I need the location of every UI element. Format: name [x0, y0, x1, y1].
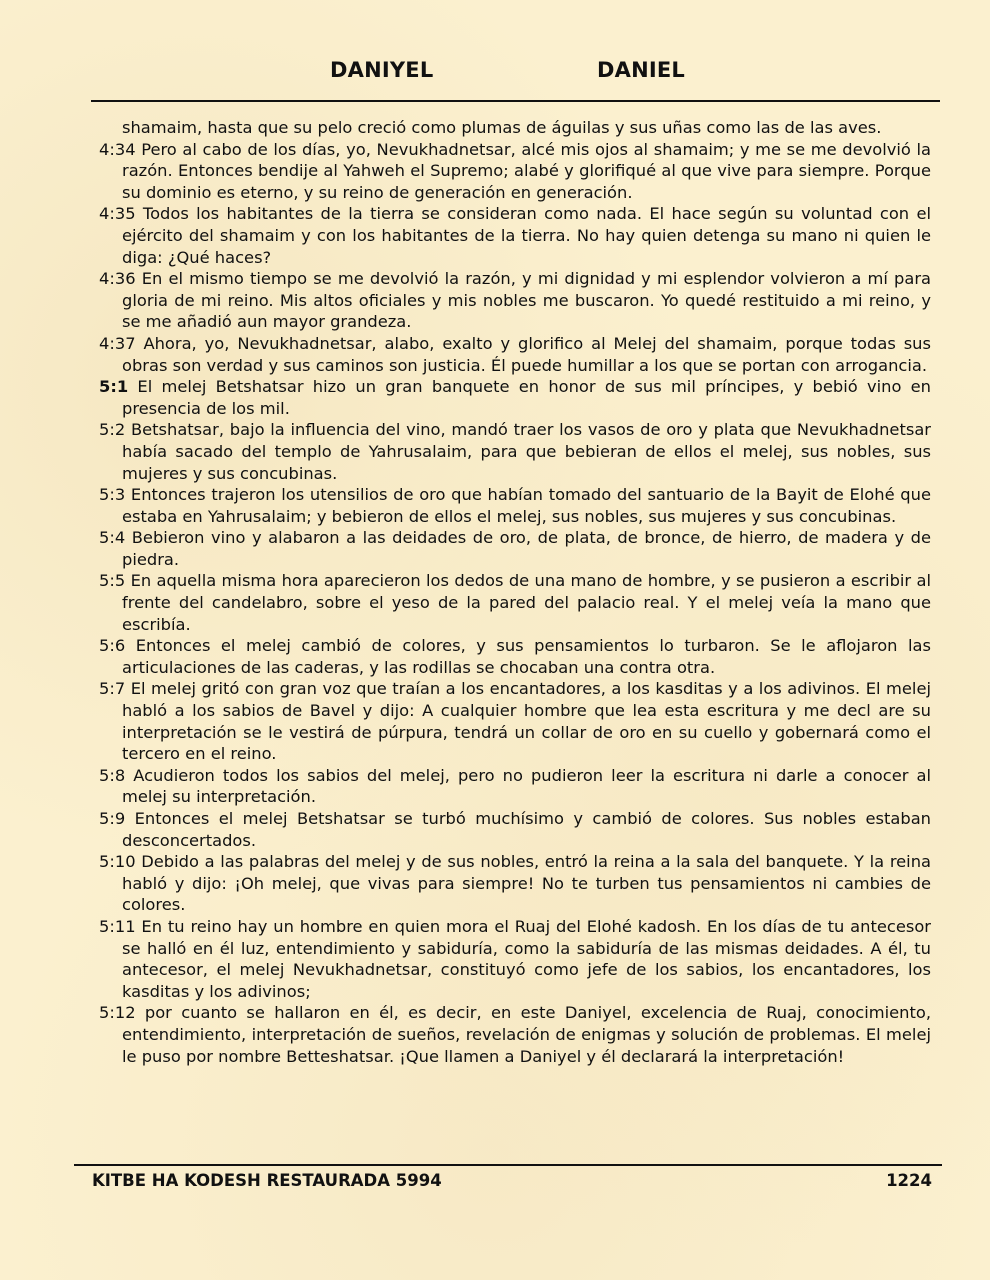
verse-ref: 5:10 — [99, 852, 136, 872]
verse — [99, 570, 931, 635]
verse-ref: 5:5 — [99, 571, 126, 591]
verse — [99, 484, 931, 527]
verse-text: En aquella misma hora aparecieron los dedos de una mano de hombre, y se pusieron a escribir al frente del candelabro, sobre el yeso de la pared del palacio real. Y el melej veía la mano que escribía. — [122, 571, 931, 634]
verse-text: Todos los habitantes de la tierra se consideran como nada. El hace según su voluntad con el ejército del shamaim y con los habitantes de la tierra. No hay quien detenga su mano ni quien le diga: ¿Qué haces? — [122, 204, 931, 267]
scripture-text — [99, 117, 931, 1067]
verse-text: En tu reino hay un hombre en quien mora el Ruaj del Elohé kadosh. En los días de tu antecesor se halló en él luz, entendimiento y sabiduría, como la sabiduría de las mismas deidades. A él, tu antecesor, el melej Nevukhadnetsar, constituyó como jefe de los sabios, los encantadores, los kasditas y los adivinos; — [122, 916, 931, 1001]
verse-text: Entonces el melej Betshatsar se turbó muchísimo y cambió de colores. Sus nobles estaban desconcertados. — [122, 809, 931, 850]
verse-ref: 5:7 — [99, 679, 126, 699]
verse-text: Ahora, yo, Nevukhadnetsar, alabo, exalto y glorifico al Melej del shamaim, porque todas sus obras son verdad y sus caminos son justicia. Él puede humillar a los que se portan con arrogancia. — [122, 333, 931, 375]
verse-text: En el mismo tiempo se me devolvió la razón, y mi dignidad y mi esplendor volvieron a mí para gloria de mi reino. Mis altos oficiales y mis nobles me buscaron. Yo quedé restituido a mi reino, y se me añadió aun mayor grandeza. — [122, 269, 931, 332]
verse — [99, 333, 931, 376]
verse-text: Entonces el melej cambió de colores, y sus pensamientos lo turbaron. Se le aflojaron las articulaciones de las caderas, y las rodillas se chocaban una contra otra. — [122, 636, 931, 677]
verse-ref: 5:3 — [99, 485, 126, 505]
verse — [99, 527, 931, 570]
verse-ref: 5:4 — [99, 528, 126, 548]
verse-ref: 5:2 — [99, 420, 126, 440]
verse-text: El melej gritó con gran voz que traían a los encantadores, a los kasditas y a los adivinos. El melej habló a los sabios de Bavel y dijo: A cualquier hombre que lea esta escritura y me decl are su interpretación se le vestirá de púrpura, tendrá un collar de oro en su cuello y gobernará como el tercero en el reino. — [122, 679, 931, 764]
header-title-spanish: DANIEL — [597, 58, 685, 82]
verse-text: Betshatsar, bajo la influencia del vino, mandó traer los vasos de oro y plata que Nevukhadnetsar había sacado del templo de Yahrusalaim, para que bebieran de ellos el melej, sus nobles, sus mujeres y sus concubinas. — [122, 420, 931, 483]
verse — [99, 635, 931, 678]
book-title: KITBE HA KODESH RESTAURADA 5994 — [92, 1171, 442, 1190]
verse — [99, 203, 931, 268]
chapter-start-ref: 5:1 — [99, 377, 129, 397]
verse-ref: 5:6 — [99, 636, 126, 656]
footer-divider — [74, 1164, 942, 1166]
verse-ref: 5:9 — [99, 809, 126, 828]
verse-ref: 5:12 — [99, 1003, 136, 1023]
verse-ref: 4:35 — [99, 204, 136, 224]
verse-ref: 4:34 — [99, 139, 136, 159]
verse — [99, 851, 931, 916]
continuation-text: shamaim, hasta que su pelo creció como plumas de águilas y sus uñas como las de las aves. — [122, 118, 882, 137]
header-divider — [91, 100, 940, 102]
verse — [99, 916, 931, 1002]
verse — [99, 678, 931, 764]
verse-ref: 4:36 — [99, 269, 136, 289]
verse — [99, 808, 931, 851]
page-number: 1224 — [886, 1171, 932, 1190]
verse-ref: 4:37 — [99, 333, 136, 353]
verse-ref: 5:11 — [99, 916, 136, 936]
verse-text: Acudieron todos los sabios del melej, pero no pudieron leer la escritura ni darle a conocer al melej su interpretación. — [122, 765, 931, 807]
verse — [99, 376, 931, 419]
verse-text: Bebieron vino y alabaron a las deidades de oro, de plata, de bronce, de hierro, de madera y de piedra. — [122, 528, 931, 569]
verse — [99, 1002, 931, 1067]
header-title-hebrew: DANIYEL — [330, 58, 434, 82]
verse-ref: 5:8 — [99, 765, 126, 785]
verse — [99, 268, 931, 333]
verse-text: Debido a las palabras del melej y de sus nobles, entró la reina a la sala del banquete. Y la reina habló y dijo: ¡Oh melej, que vivas para siempre! No te turben tus pensamientos ni cambies de colores. — [122, 852, 931, 915]
verse-text: por cuanto se hallaron en él, es decir, en este Daniyel, excelencia de Ruaj, conocimiento, entendimiento, interpretación de sueños, revelación de enigmas y solución de problemas. El melej le puso por nombre Betteshatsar. ¡Que llamen a Daniyel y él declarará la interpretación! — [122, 1003, 932, 1066]
verse — [99, 139, 931, 204]
verse — [99, 419, 931, 484]
verse-text: Entonces trajeron los utensilios de oro que habían tomado del santuario de la Bayit de Elohé que estaba en Yahrusalaim; y bebieron de ellos el melej, sus nobles, sus mujeres y sus concubinas. — [122, 485, 931, 526]
verse — [99, 765, 931, 808]
continuation-paragraph — [99, 117, 931, 139]
page-header — [0, 58, 990, 90]
verse-text: El melej Betshatsar hizo un gran banquete en honor de sus mil príncipes, y bebió vino en presencia de los mil. — [122, 377, 931, 418]
verse-text: Pero al cabo de los días, yo, Nevukhadnetsar, alcé mis ojos al shamaim; y me se me devolvió la razón. Entonces bendije al Yahweh el Supremo; alabé y glorifiqué al que vive para siempre. Porque su dominio es eterno, y su reino de generación en generación. — [122, 139, 931, 202]
